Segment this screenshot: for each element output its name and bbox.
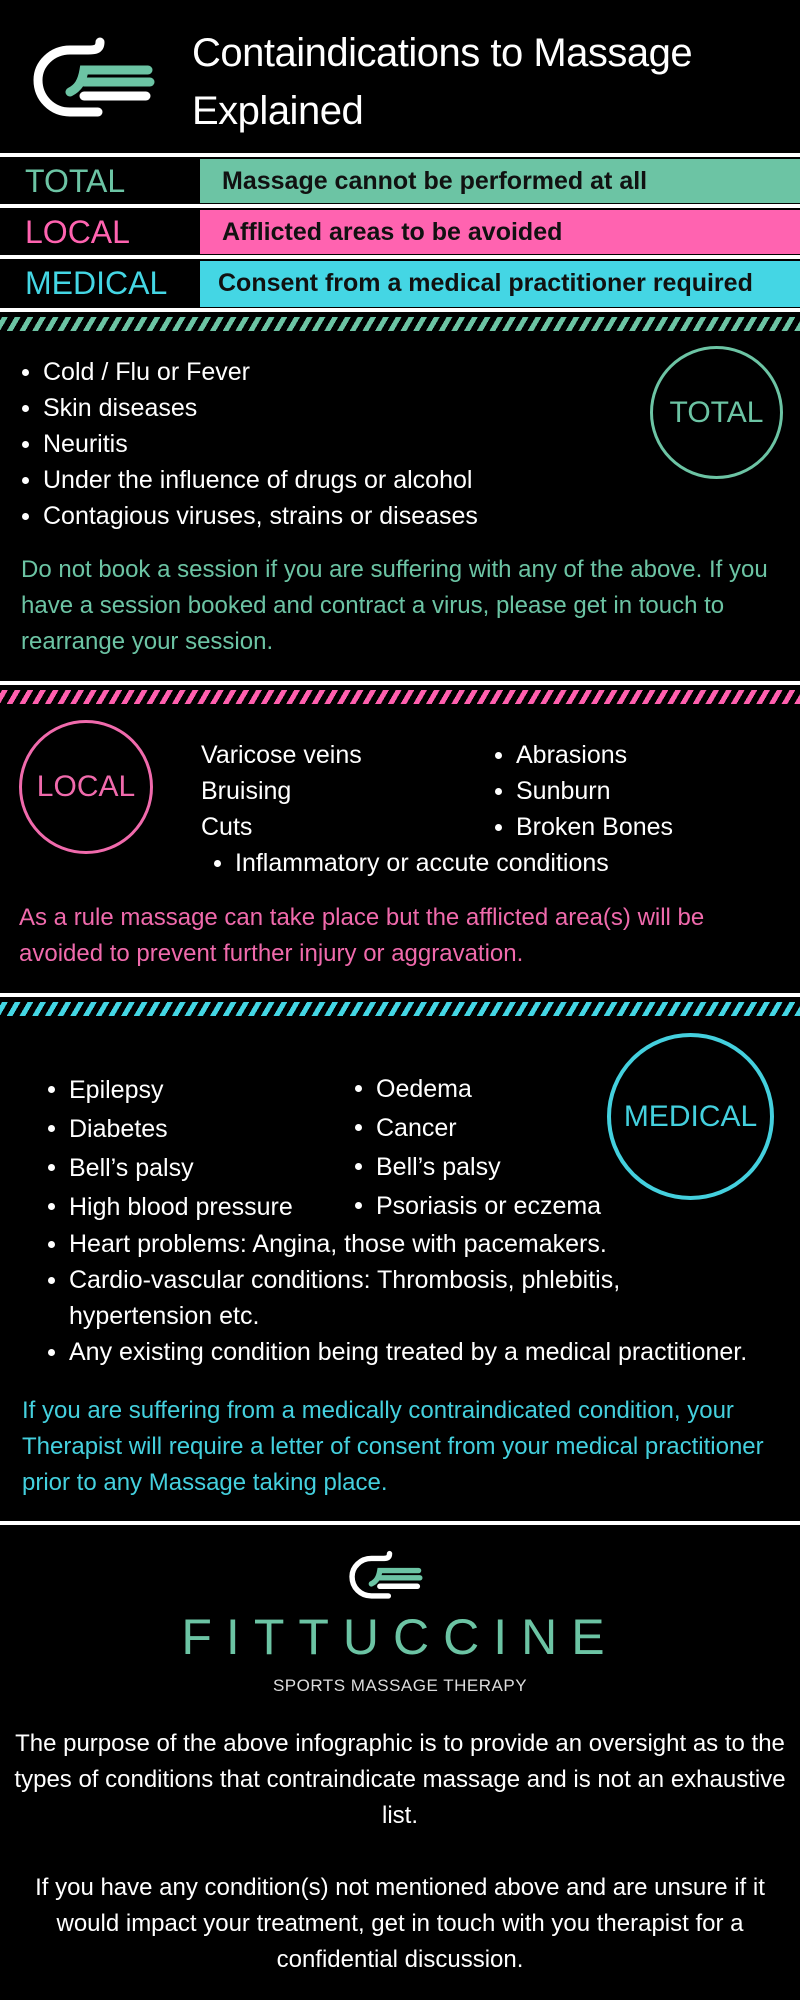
list-item: Psoriasis or eczema	[353, 1187, 633, 1226]
legend-row-local	[0, 210, 800, 254]
divider	[0, 681, 800, 685]
list-item: Abrasions	[493, 737, 773, 773]
medical-conditions-extra	[46, 1226, 791, 1370]
list-item: Skin diseases	[20, 390, 540, 426]
list-item: Heart problems: Angina, those with pacemakers.	[46, 1226, 791, 1262]
total-conditions-list	[20, 354, 540, 534]
badge-label: MEDICAL	[623, 1099, 758, 1133]
list-item: Bell’s palsy	[353, 1148, 633, 1187]
badge-label: TOTAL	[669, 395, 764, 429]
list-item: Oedema	[353, 1070, 633, 1109]
list-item: Cuts	[201, 813, 253, 841]
list-item: Varicose veins	[201, 741, 362, 769]
legend-value: Afflicted areas to be avoided	[200, 210, 800, 254]
list-item: Cardio-vascular conditions: Thrombosis, phlebitis, hypertension etc.	[46, 1262, 666, 1334]
fittuccine-logo-icon	[345, 1550, 425, 1602]
list-item: Any existing condition being treated by a medical practitioner.	[46, 1334, 791, 1370]
list-item: High blood pressure	[46, 1188, 346, 1227]
list-item: Neuritis	[20, 426, 540, 462]
legend-row-total	[0, 159, 800, 203]
local-conditions-extra	[212, 845, 772, 881]
page-title: Containdications to Massage Explained	[192, 31, 693, 133]
divider	[0, 204, 800, 208]
stripe-divider-medical	[0, 1002, 800, 1016]
total-badge-circle	[650, 346, 783, 479]
legend-key: LOCAL	[0, 210, 200, 254]
footer-disclaimer: The purpose of the above infographic is to provide an oversight as to the types of conditions that contraindicate massage and is not an exhaustive list.	[14, 1730, 786, 1829]
brand-tagline: SPORTS MASSAGE THERAPY	[272, 1676, 528, 1695]
medical-badge-circle	[607, 1033, 774, 1200]
legend-key: MEDICAL	[0, 261, 200, 307]
local-conditions-col1	[178, 737, 438, 845]
badge-label: LOCAL	[36, 770, 136, 803]
list-item: Broken Bones	[493, 809, 773, 845]
list-item: Contagious viruses, strains or diseases	[20, 498, 540, 534]
total-note: Do not book a session if you are suffering with any of the above. If you have a session booked and contract a virus, please get in touch to rearrange your session.	[21, 556, 768, 655]
list-item: Inflammatory or accute conditions	[212, 845, 772, 881]
legend-key: TOTAL	[0, 159, 200, 203]
medical-conditions-col2	[353, 1070, 633, 1226]
list-item: Under the influence of drugs or alcohol	[20, 462, 540, 498]
brand-name: FITTUCCINE	[181, 1609, 619, 1665]
list-item: Sunburn	[493, 773, 773, 809]
list-item: Cancer	[353, 1109, 633, 1148]
stripe-divider-local	[0, 690, 800, 704]
medical-note: If you are suffering from a medically contraindicated condition, your Therapist will require a letter of consent from your medical practitioner prior to any Massage taking place.	[22, 1397, 764, 1496]
list-item: Epilepsy	[46, 1071, 346, 1110]
footer-contact-note: If you have any condition(s) not mentioned above and are unsure if it would impact your treatment, get in touch with you therapist for a confidential discussion.	[35, 1874, 765, 1973]
divider	[0, 308, 800, 312]
legend-value: Massage cannot be performed at all	[200, 159, 800, 203]
stripe-divider-total	[0, 317, 800, 331]
list-item: Diabetes	[46, 1110, 346, 1149]
legend-value: Consent from a medical practitioner required	[200, 261, 800, 307]
local-note: As a rule massage can take place but the afflicted area(s) will be avoided to prevent further injury or aggravation.	[19, 904, 705, 967]
medical-conditions-col1	[46, 1071, 346, 1227]
list-item: Cold / Flu or Fever	[20, 354, 540, 390]
local-conditions-col2	[493, 737, 773, 845]
divider	[0, 153, 800, 157]
list-item: Bell’s palsy	[46, 1149, 346, 1188]
divider	[0, 1521, 800, 1525]
divider	[0, 993, 800, 997]
fittuccine-logo-icon	[30, 36, 155, 122]
divider	[0, 255, 800, 259]
local-badge-circle	[19, 720, 153, 854]
list-item: Bruising	[201, 777, 292, 805]
legend-row-medical	[0, 261, 800, 307]
